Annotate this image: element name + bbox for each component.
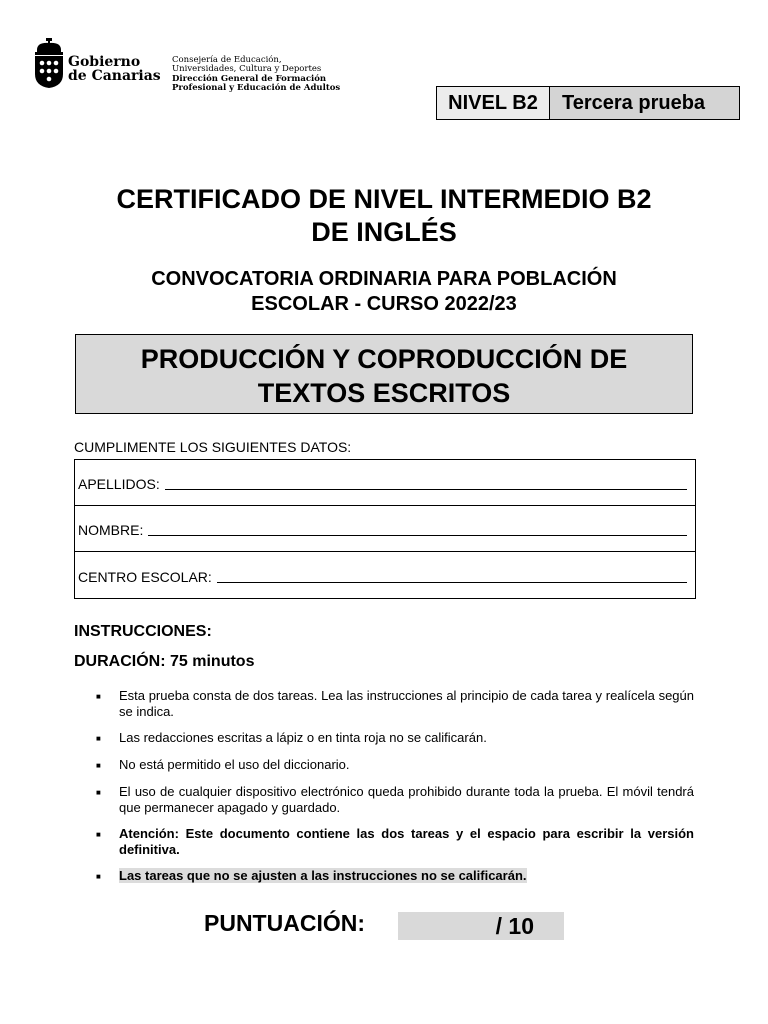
list-item-text: Esta prueba consta de dos tareas. Lea las instrucciones al principio de cada tarea y realícela según se indica. [119,688,694,719]
bullet-icon: ■ [96,692,101,701]
page-title [40,183,728,249]
duracion-value: 75 minutos [170,653,255,670]
datos-label: CUMPLIMENTE LOS SIGUIENTES DATOS: [74,439,352,455]
gov-line1: Gobierno [68,54,141,70]
prueba-label: Tercera prueba [550,87,739,119]
list-item [96,730,694,747]
bullet-icon: ■ [96,830,101,839]
nombre-label: NOMBRE: [78,522,144,538]
list-item-text: No está permitido el uso del diccionario. [119,757,350,772]
list-item [96,826,694,858]
title-line1: CERTIFICADO DE NIVEL INTERMEDIO B2 [116,184,652,214]
apellidos-label: APELLIDOS: [78,476,160,492]
list-item-text: Atención: Este documento contiene las dos tareas y el espacio para escribir la versión definitiva. [119,826,694,857]
datos-table [74,459,696,599]
subtitle-line1: CONVOCATORIA ORDINARIA PARA POBLACIÓN [151,268,617,290]
bullet-icon: ■ [96,788,101,797]
direccion-line1: Dirección General de Formación [172,73,327,84]
instructions-list [96,688,694,895]
consejeria-line2: Universidades, Cultura y Deportes [172,64,322,75]
list-item-text: El uso de cualquier dispositivo electrónico queda prohibido durante toda la prueba. El móvil tendrá que permanecer apagado y guardado. [119,784,694,815]
centro-escolar-field[interactable] [75,552,695,598]
centro-escolar-label: CENTRO ESCOLAR: [78,569,212,585]
centro-escolar-line [217,581,687,583]
list-item-text: Las redacciones escritas a lápiz o en tinta roja no se calificarán. [119,730,487,745]
list-item [96,784,694,816]
puntuacion-value: / 10 [495,912,534,939]
direccion-line2: Profesional y Educación de Adultos [172,83,341,94]
puntuacion-label: PUNTUACIÓN: [204,910,365,936]
section-line2: TEXTOS ESCRITOS [257,378,511,408]
bullet-icon: ■ [96,734,101,743]
instrucciones-title: INSTRUCCIONES: [74,623,212,640]
section-line1: PRODUCCIÓN Y COPRODUCCIÓN DE [140,344,628,374]
duracion [74,653,254,671]
gov-line2: de Canarias [68,68,161,84]
level-box [436,86,740,120]
convocatoria-subtitle [40,267,728,317]
bullet-icon: ■ [96,761,101,770]
consejeria-line1: Consejería de Educación, [172,55,282,65]
section-title-box [75,334,693,414]
subtitle-line2: ESCOLAR - CURSO 2022/23 [251,293,517,315]
bullet-icon: ■ [96,872,101,881]
nivel-label: NIVEL B2 [437,87,550,119]
puntuacion-box[interactable] [398,912,564,940]
nombre-line [148,534,687,536]
gobierno-name [68,55,161,83]
apellidos-field[interactable] [75,460,695,506]
nombre-field[interactable] [75,506,695,552]
apellidos-line [165,488,687,490]
list-item [96,688,694,720]
list-item [96,757,694,774]
title-line2: DE INGLÉS [311,217,457,247]
list-item [96,868,694,885]
gobierno-canarias-crest-icon [33,38,65,88]
duracion-label: DURACIÓN: [74,653,166,670]
list-item-text-highlighted: Las tareas que no se ajusten a las instrucciones no se calificarán. [119,868,527,883]
consejeria-block [172,56,340,94]
